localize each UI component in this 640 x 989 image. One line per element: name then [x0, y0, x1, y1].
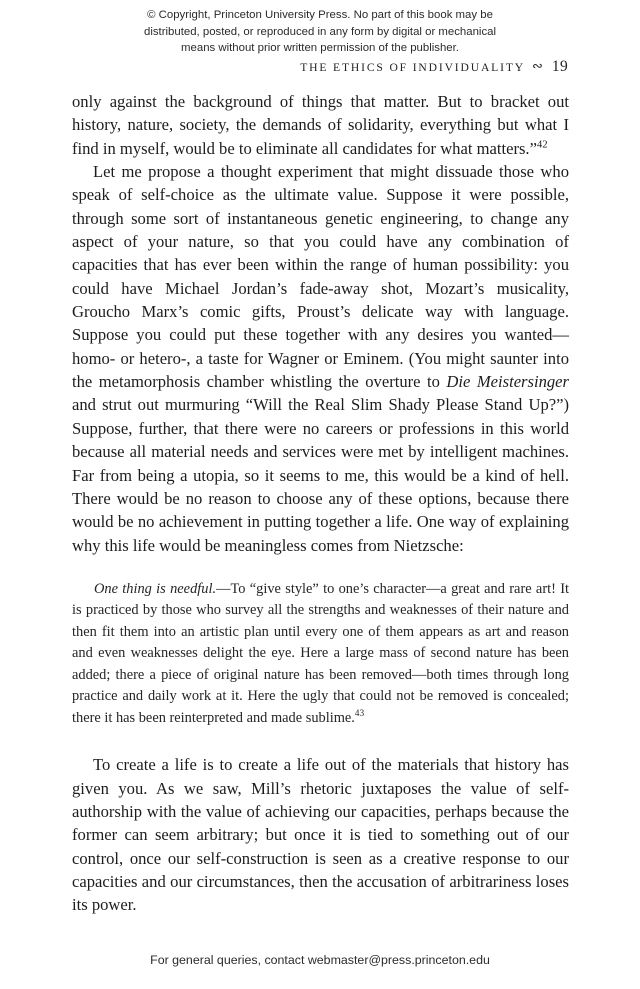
copyright-line-2: distributed, posted, or reproduced in any form by digital or mechanical: [143, 25, 497, 38]
spacer-before-blockquote: [72, 557, 569, 579]
copyright-line-1: © Copyright, Princeton University Press. No part of this book may be: [147, 9, 493, 21]
page-number: 19: [551, 58, 568, 75]
footnote-marker-42: 42: [536, 139, 548, 151]
swash-ornament-icon: ∾: [531, 58, 543, 73]
block-quote-paragraph: [72, 579, 569, 730]
footnote-marker-43: 43: [354, 708, 365, 719]
spacer-after-blockquote: [72, 729, 569, 753]
copyright-line-3: means without prior written permission of the publisher.: [181, 42, 459, 55]
running-head-title: THE ETHICS OF INDIVIDUALITY: [300, 61, 525, 74]
paragraph-2-part-1: Let me propose a thought experiment that might dissuade those who speak of self-choice as the ultimate value. Suppose it were possible, through some sort of instantaneous genetic engineering, to change any aspect of your nature, so that you could have any combination of capacities that has ever been within the range of human possibility: you could have Michael Jordan’s fade-away shot, Mozart’s musicality, Groucho Marx’s comic gifts, Proust’s delicate way with language. Suppose you could put these together with any desires you wanted—homo- or hetero-, a taste for Wagner or Eminem. (You might saunter into the metamorphosis chamber whistling the overture to: [72, 162, 569, 392]
copyright-notice: [88, 7, 552, 57]
paragraph-3-text: To create a life is to create a life out of the materials that history has given you. As we saw, Mill’s rhetoric juxtaposes the value of self-authorship with the value of achieving our capacities, perhaps because the former can seem arbitrary; but once it is tied to something out of our control, once our self-construction is seen as a creative response to our capacities and our circumstances, then the accusation of arbitrariness loses its power.: [72, 755, 569, 915]
paragraph-thought-experiment: [72, 160, 569, 557]
paragraph-create-a-life: [72, 753, 569, 916]
paragraph-continuation: [72, 90, 569, 160]
running-head: [72, 58, 568, 76]
work-title-die-meistersinger: Die Meistersinger: [446, 372, 570, 392]
block-quote-italic-lead: One thing is needful.: [94, 580, 217, 597]
page-body: [72, 90, 569, 917]
paragraph-1-text: only against the background of things that matter. But to bracket out history, nature, society, the demands of solidarity, everything but what I find in myself, would be to eliminate all candidates for what matters.”: [72, 92, 569, 158]
page-footer: [0, 953, 640, 967]
nietzsche-block-quote: [72, 579, 569, 730]
footer-text: For general queries, contact webmaster@press.princeton.edu: [150, 953, 490, 967]
paragraph-2-part-2: and strut out murmuring “Will the Real Slim Shady Please Stand Up?”) Suppose, further, that there were no careers or professions in this world because all material needs and services were met by intelligent machines. Far from being a utopia, so it seems to me, this would be a kind of hell. There would be no reason to choose any of these options, because there would be no achievement in putting together a life. One way of explaining why this life would be meaningless comes from Nietzsche:: [72, 395, 569, 555]
block-quote-text: —To “give style” to one’s character—a great and rare art! It is practiced by those who survey all the strengths and weaknesses of their nature and then fit them into an artistic plan until every one of them appears as art and reason and even weaknesses delight the eye. Here a large mass of second nature has been added; there a piece of original nature has been removed—both times through long practice and daily work at it. Here the ugly that could not be removed is concealed; there it has been reinterpreted and made sublime.: [72, 580, 570, 726]
